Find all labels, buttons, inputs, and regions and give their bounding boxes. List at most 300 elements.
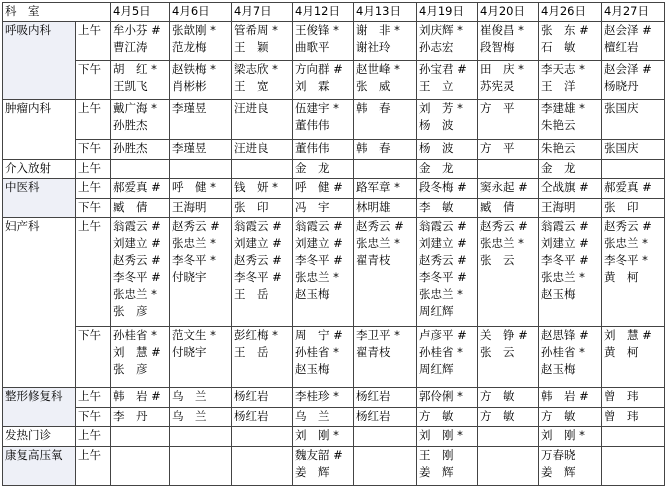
doctor-name: 田 庆 * — [480, 61, 524, 76]
doctor-name: 刘 慧 # — [604, 328, 652, 343]
doctor-name: 刘建立 # — [541, 236, 589, 251]
header-date: 4月26日 — [539, 3, 602, 22]
schedule-cell — [232, 446, 293, 485]
doctor-name: 郝爱真 # — [113, 180, 161, 195]
schedule-cell — [602, 60, 665, 99]
schedule-cell — [539, 427, 602, 447]
doctor-name: 赵秀云 # — [172, 219, 220, 234]
schedule-cell — [417, 388, 478, 408]
schedule-cell — [111, 60, 170, 99]
schedule-cell — [111, 21, 170, 60]
schedule-cell — [602, 218, 665, 327]
schedule-cell — [232, 198, 293, 218]
doctor-name: 孙宝君 # — [419, 61, 467, 76]
doctor-name: 张 彦 — [113, 304, 148, 319]
schedule-row — [3, 21, 665, 60]
schedule-cell — [354, 198, 417, 218]
header-date: 4月19日 — [417, 3, 478, 22]
schedule-cell — [232, 407, 293, 427]
doctor-name: 韩 春 — [356, 140, 391, 155]
header-date: 4月5日 — [111, 3, 170, 22]
doctor-name: 檀红岩 — [604, 39, 639, 54]
schedule-cell — [539, 388, 602, 408]
doctor-name: 张忠兰 * — [356, 236, 400, 251]
schedule-cell — [354, 446, 417, 485]
doctor-name: 姜 辉 — [419, 464, 454, 479]
schedule-cell — [602, 179, 665, 199]
doctor-name: 董伟伟 — [295, 140, 330, 155]
doctor-name: 谢社玲 — [356, 39, 391, 54]
period-label: 上午 — [76, 218, 111, 327]
period-label: 上午 — [76, 21, 111, 60]
period-label: 下午 — [76, 327, 111, 388]
doctor-name: 孙桂省 * — [541, 345, 585, 360]
doctor-name: 方 敏 — [480, 389, 515, 404]
doctor-name: 李天志 * — [541, 61, 585, 76]
schedule-cell — [602, 407, 665, 427]
doctor-name: 张忠兰 * — [295, 270, 339, 285]
doctor-name: 李冬平 # — [295, 253, 343, 268]
schedule-cell — [170, 427, 232, 447]
schedule-cell — [602, 427, 665, 447]
schedule-cell — [539, 60, 602, 99]
schedule-cell — [417, 446, 478, 485]
doctor-name: 韩 春 — [356, 100, 391, 115]
schedule-cell — [478, 427, 539, 447]
doctor-name: 刘庆辉 * — [419, 22, 463, 37]
doctor-name: 周红辉 — [419, 304, 454, 319]
doctor-name: 关 铮 # — [480, 328, 528, 343]
doctor-name: 伍建宇 * — [295, 100, 339, 115]
doctor-name: 梁志欣 * — [234, 61, 278, 76]
doctor-name: 方 平 — [480, 140, 515, 155]
doctor-name: 杨红岩 — [234, 389, 269, 404]
schedule-cell — [232, 427, 293, 447]
schedule-cell — [293, 198, 354, 218]
period-label: 下午 — [76, 139, 111, 159]
doctor-name: 孙桂省 * — [113, 328, 157, 343]
schedule-cell — [602, 99, 665, 139]
doctor-name: 周红辉 — [419, 362, 454, 377]
doctor-name: 冯 宇 — [295, 199, 330, 214]
doctor-name: 张国庆 — [604, 140, 639, 155]
schedule-cell — [417, 159, 478, 179]
doctor-name: 谢 非 * — [356, 22, 400, 37]
schedule-cell — [417, 218, 478, 327]
schedule-cell — [417, 139, 478, 159]
doctor-name: 周 宁 # — [295, 328, 343, 343]
doctor-name: 曲歌平 — [295, 39, 330, 54]
doctor-name: 赵秀云 # — [604, 219, 652, 234]
doctor-name: 魏友韶 # — [295, 447, 343, 462]
doctor-name: 朱艳云 — [541, 117, 576, 132]
doctor-name: 刘 刚 * — [295, 428, 339, 443]
doctor-name: 张 云 — [480, 345, 515, 360]
doctor-name: 李桂珍 * — [295, 389, 339, 404]
doctor-name: 金 龙 — [295, 160, 330, 175]
doctor-name: 赵秀云 # — [419, 253, 467, 268]
doctor-name: 汪进良 — [234, 100, 269, 115]
doctor-name: 曾 玮 — [604, 408, 639, 423]
schedule-cell — [602, 446, 665, 485]
schedule-cell — [417, 99, 478, 139]
doctor-name: 孙胜杰 — [113, 117, 148, 132]
schedule-cell — [539, 446, 602, 485]
doctor-name: 刘 霖 — [295, 78, 330, 93]
schedule-cell — [293, 60, 354, 99]
header-date: 4月6日 — [170, 3, 232, 22]
doctor-name: 汪进良 — [234, 140, 269, 155]
department-name: 呼吸内科 — [3, 21, 76, 99]
doctor-name: 王 刚 — [419, 447, 454, 462]
doctor-name: 戴广海 * — [113, 100, 157, 115]
doctor-name: 赵玉梅 — [541, 362, 576, 377]
doctor-name: 牟小芬 # — [113, 22, 161, 37]
schedule-cell — [111, 407, 170, 427]
schedule-cell — [111, 139, 170, 159]
schedule-cell — [539, 218, 602, 327]
header-date: 4月7日 — [232, 3, 293, 22]
schedule-cell — [232, 21, 293, 60]
schedule-cell — [170, 407, 232, 427]
doctor-name: 王海明 — [172, 199, 207, 214]
schedule-cell — [293, 446, 354, 485]
doctor-name: 张 印 — [234, 199, 269, 214]
schedule-cell — [170, 327, 232, 388]
doctor-name: 钱 妍 * — [234, 180, 278, 195]
period-label: 下午 — [76, 407, 111, 427]
schedule-row — [3, 407, 665, 427]
doctor-name: 李 敏 — [419, 199, 454, 214]
period-label: 下午 — [76, 60, 111, 99]
doctor-name: 翁霞云 # — [419, 219, 467, 234]
doctor-name: 方 敏 — [480, 408, 515, 423]
doctor-name: 韩 岩 # — [541, 389, 589, 404]
schedule-cell — [478, 139, 539, 159]
schedule-cell — [232, 60, 293, 99]
schedule-cell — [539, 21, 602, 60]
doctor-name: 赵秀云 # — [480, 219, 528, 234]
schedule-cell — [354, 427, 417, 447]
doctor-name: 方 敏 — [541, 408, 576, 423]
doctor-name: 赵玉梅 — [541, 287, 576, 302]
doctor-name: 赵秀云 # — [234, 253, 282, 268]
schedule-cell — [232, 179, 293, 199]
doctor-name: 金 龙 — [541, 160, 576, 175]
schedule-cell — [232, 218, 293, 327]
doctor-name: 张 印 — [604, 199, 639, 214]
schedule-cell — [170, 99, 232, 139]
doctor-name: 王 岳 — [234, 345, 269, 360]
doctor-name: 王 立 — [419, 78, 454, 93]
period-label: 上午 — [76, 427, 111, 447]
doctor-name: 金 龙 — [419, 160, 454, 175]
schedule-cell — [170, 21, 232, 60]
doctor-name: 段冬梅 # — [419, 180, 467, 195]
schedule-cell — [478, 60, 539, 99]
schedule-cell — [354, 21, 417, 60]
doctor-name: 曹江涛 — [113, 39, 148, 54]
schedule-cell — [232, 388, 293, 408]
doctor-name: 赵玉梅 — [295, 362, 330, 377]
doctor-name: 臧 倩 — [480, 199, 515, 214]
schedule-cell — [478, 198, 539, 218]
doctor-name: 姜 辉 — [295, 464, 330, 479]
doctor-name: 翁霞云 # — [295, 219, 343, 234]
schedule-row — [3, 198, 665, 218]
doctor-name: 臧 倩 — [113, 199, 148, 214]
doctor-name: 翁霞云 # — [234, 219, 282, 234]
doctor-name: 刘建立 # — [234, 236, 282, 251]
doctor-name: 刘 刚 * — [419, 428, 463, 443]
schedule-cell — [539, 327, 602, 388]
doctor-name: 张忠兰 * — [113, 287, 157, 302]
doctor-name: 肖彬彬 — [172, 78, 207, 93]
doctor-name: 乌 兰 — [295, 408, 330, 423]
doctor-name: 黄 柯 — [604, 270, 639, 285]
doctor-name: 王 颖 — [234, 39, 269, 54]
schedule-cell — [602, 21, 665, 60]
schedule-cell — [539, 99, 602, 139]
schedule-cell — [354, 60, 417, 99]
doctor-name: 张忠兰 * — [419, 287, 463, 302]
department-name: 康复高压氧 — [3, 446, 76, 485]
schedule-cell — [293, 388, 354, 408]
schedule-cell — [478, 218, 539, 327]
schedule-cell — [602, 139, 665, 159]
doctor-name: 李冬平 # — [419, 270, 467, 285]
doctor-name: 刘建立 # — [295, 236, 343, 251]
schedule-cell — [232, 327, 293, 388]
schedule-cell — [111, 99, 170, 139]
schedule-cell — [478, 21, 539, 60]
schedule-cell — [111, 327, 170, 388]
doctor-name: 刘建立 # — [113, 236, 161, 251]
schedule-cell — [293, 427, 354, 447]
doctor-name: 翁霞云 # — [541, 219, 589, 234]
doctor-name: 付晓宇 — [172, 270, 207, 285]
schedule-cell — [293, 327, 354, 388]
doctor-name: 李冬平 # — [541, 253, 589, 268]
schedule-row — [3, 388, 665, 408]
schedule-cell — [293, 407, 354, 427]
doctor-name: 李 丹 — [113, 408, 148, 423]
doctor-name: 黄 柯 — [604, 345, 639, 360]
doctor-name: 杨晓丹 — [604, 78, 639, 93]
doctor-name: 郝爱真 # — [604, 180, 652, 195]
doctor-name: 范文生 * — [172, 328, 216, 343]
doctor-name: 孙胜杰 — [113, 140, 148, 155]
header-date: 4月13日 — [354, 3, 417, 22]
doctor-name: 路军章 * — [356, 180, 400, 195]
schedule-cell — [170, 198, 232, 218]
header-row — [3, 3, 665, 22]
doctor-name: 段智梅 — [480, 39, 515, 54]
doctor-name: 方 平 — [480, 100, 515, 115]
doctor-name: 乌 兰 — [172, 408, 207, 423]
doctor-name: 赵秀云 # — [356, 219, 404, 234]
schedule-cell — [170, 446, 232, 485]
doctor-name: 王凯飞 — [113, 78, 148, 93]
doctor-name: 赵世峰 * — [356, 61, 400, 76]
doctor-name: 王俊锋 * — [295, 22, 339, 37]
doctor-name: 李冬平 # — [234, 270, 282, 285]
header-department-corner: 科 室 — [3, 3, 111, 22]
doctor-name: 李冬平 * — [604, 253, 648, 268]
schedule-cell — [293, 218, 354, 327]
doctor-name: 张 云 — [480, 253, 515, 268]
doctor-name: 刘建立 # — [419, 236, 467, 251]
schedule-cell — [478, 388, 539, 408]
department-name: 中医科 — [3, 179, 76, 218]
doctor-name: 朱艳云 — [541, 140, 576, 155]
schedule-cell — [170, 60, 232, 99]
header-date: 4月12日 — [293, 3, 354, 22]
doctor-name: 窦永起 # — [480, 180, 528, 195]
schedule-cell — [478, 99, 539, 139]
doctor-name: 李冬平 # — [113, 270, 161, 285]
header-date: 4月20日 — [478, 3, 539, 22]
schedule-row — [3, 179, 665, 199]
department-name: 介入放射 — [3, 159, 76, 179]
header-date: 4月27日 — [602, 3, 665, 22]
doctor-name: 孙志宏 — [419, 39, 454, 54]
schedule-cell — [602, 327, 665, 388]
schedule-cell — [111, 388, 170, 408]
schedule-row — [3, 139, 665, 159]
schedule-cell — [539, 198, 602, 218]
schedule-cell — [111, 159, 170, 179]
schedule-cell — [478, 159, 539, 179]
schedule-cell — [417, 407, 478, 427]
schedule-row — [3, 446, 665, 485]
doctor-name: 李建雄 * — [541, 100, 585, 115]
doctor-name: 王海明 — [541, 199, 576, 214]
doctor-name: 胡 红 * — [113, 61, 157, 76]
doctor-name: 卢彦平 # — [419, 328, 467, 343]
schedule-cell — [539, 139, 602, 159]
department-name: 发热门诊 — [3, 427, 76, 447]
doctor-name: 乌 兰 — [172, 389, 207, 404]
schedule-cell — [354, 99, 417, 139]
schedule-cell — [478, 446, 539, 485]
doctor-name: 张歆刚 * — [172, 22, 216, 37]
doctor-name: 杨 波 — [419, 117, 454, 132]
schedule-cell — [170, 139, 232, 159]
doctor-name: 翟青枝 — [356, 253, 391, 268]
doctor-name: 翟青枝 — [356, 345, 391, 360]
schedule-cell — [478, 179, 539, 199]
schedule-row — [3, 159, 665, 179]
doctor-name: 石 敏 — [541, 39, 576, 54]
schedule-cell — [111, 446, 170, 485]
schedule-cell — [170, 179, 232, 199]
doctor-name: 王 宽 — [234, 78, 269, 93]
schedule-cell — [417, 21, 478, 60]
doctor-name: 赵铁梅 * — [172, 61, 216, 76]
schedule-cell — [602, 198, 665, 218]
doctor-name: 杨红岩 — [234, 408, 269, 423]
schedule-cell — [354, 327, 417, 388]
doctor-name: 李瑾昱 — [172, 100, 207, 115]
doctor-name: 赵会泽 # — [604, 22, 652, 37]
doctor-name: 杨 波 — [419, 140, 454, 155]
schedule-cell — [478, 407, 539, 427]
doctor-name: 刘 慧 # — [113, 345, 161, 360]
doctor-name: 董伟伟 — [295, 117, 330, 132]
schedule-table — [2, 2, 665, 486]
schedule-cell — [293, 99, 354, 139]
schedule-cell — [293, 21, 354, 60]
doctor-name: 杨红岩 — [356, 408, 391, 423]
doctor-name: 刘 刚 * — [541, 428, 585, 443]
doctor-name: 苏宪灵 — [480, 78, 515, 93]
doctor-name: 张 威 — [356, 78, 391, 93]
schedule-cell — [354, 159, 417, 179]
schedule-cell — [232, 139, 293, 159]
doctor-name: 范龙梅 — [172, 39, 207, 54]
period-label: 下午 — [76, 198, 111, 218]
schedule-cell — [170, 159, 232, 179]
schedule-cell — [111, 218, 170, 327]
doctor-name: 张忠兰 * — [172, 236, 216, 251]
doctor-name: 赵思锋 # — [541, 328, 589, 343]
doctor-name: 赵秀云 # — [113, 253, 161, 268]
schedule-cell — [293, 179, 354, 199]
schedule-cell — [602, 388, 665, 408]
doctor-name: 崔俊昌 * — [480, 22, 524, 37]
schedule-cell — [232, 99, 293, 139]
doctor-name: 李瑾昱 — [172, 140, 207, 155]
department-name: 整形修复科 — [3, 388, 76, 427]
doctor-name: 呼 健 * — [172, 180, 216, 195]
period-label: 上午 — [76, 446, 111, 485]
schedule-cell — [417, 427, 478, 447]
doctor-name: 孙桂省 * — [295, 345, 339, 360]
doctor-name: 姜 辉 — [541, 464, 576, 479]
doctor-name: 赵玉梅 — [295, 287, 330, 302]
department-name: 肿瘤内科 — [3, 99, 76, 159]
period-label: 上午 — [76, 179, 111, 199]
doctor-name: 张忠兰 * — [480, 236, 524, 251]
doctor-name: 赵会泽 # — [604, 61, 652, 76]
doctor-name: 方 敏 — [419, 408, 454, 423]
doctor-name: 呼 健 # — [295, 180, 343, 195]
department-name: 妇产科 — [3, 218, 76, 388]
doctor-name: 杨红岩 — [356, 389, 391, 404]
doctor-name: 王 洋 — [541, 78, 576, 93]
period-label: 上午 — [76, 388, 111, 408]
doctor-name: 李卫平 * — [356, 328, 400, 343]
doctor-name: 曾 玮 — [604, 389, 639, 404]
schedule-cell — [478, 327, 539, 388]
schedule-cell — [232, 159, 293, 179]
schedule-cell — [354, 139, 417, 159]
schedule-row — [3, 427, 665, 447]
period-label: 上午 — [76, 159, 111, 179]
schedule-cell — [354, 218, 417, 327]
schedule-row — [3, 60, 665, 99]
schedule-cell — [111, 427, 170, 447]
schedule-cell — [417, 60, 478, 99]
doctor-name: 张忠兰 * — [604, 236, 648, 251]
schedule-cell — [170, 388, 232, 408]
doctor-name: 彭红梅 * — [234, 328, 278, 343]
doctor-name: 孙桂省 * — [419, 345, 463, 360]
schedule-cell — [111, 198, 170, 218]
doctor-name: 翁霞云 # — [113, 219, 161, 234]
doctor-name: 管希周 * — [234, 22, 278, 37]
